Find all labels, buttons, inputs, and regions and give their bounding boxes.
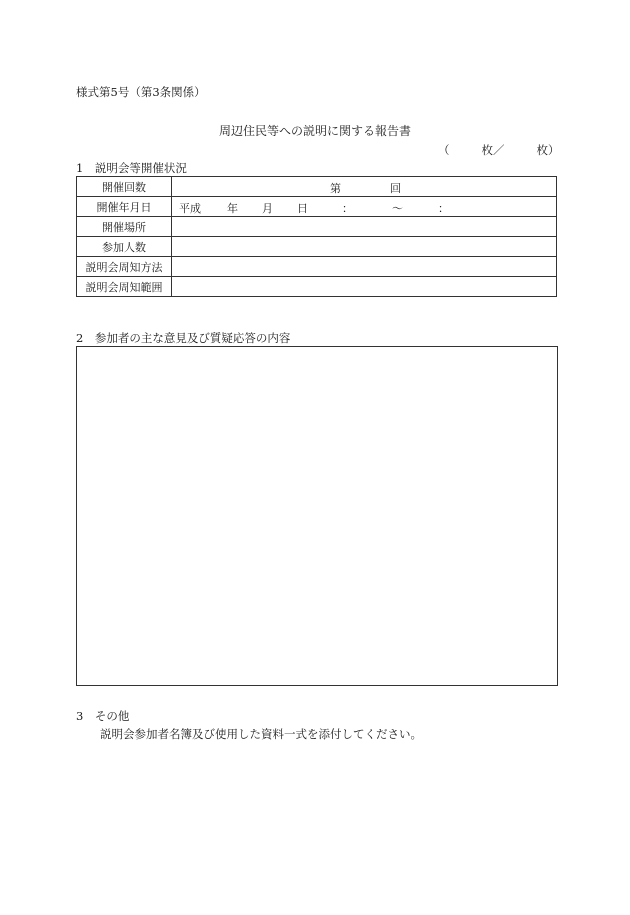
attendees-cell[interactable] — [172, 237, 557, 257]
table-row — [77, 257, 557, 277]
date-era: 平成 — [179, 202, 201, 215]
form-number: 様式第5号（第3条関係） — [76, 85, 206, 99]
row-label-attendees: 参加人数 — [77, 237, 172, 257]
section-1-heading: 1 説明会等開催状況 — [76, 161, 187, 175]
date-colon-1: ： — [342, 202, 353, 215]
attachment-note: 説明会参加者名簿及び使用した資料一式を添付してください。 — [100, 727, 422, 741]
notice-method-cell[interactable] — [172, 257, 557, 277]
date-cell[interactable] — [172, 197, 557, 217]
meeting-status-table — [76, 176, 557, 297]
row-label-notice-range: 説明会周知範囲 — [77, 277, 172, 297]
date-month: 月 — [262, 202, 273, 215]
date-tilde: 〜 — [392, 202, 403, 215]
sheet-count — [438, 142, 560, 158]
section-2-heading: 2 参加者の主な意見及び質疑応答の内容 — [76, 331, 291, 345]
count-cell[interactable] — [172, 177, 557, 197]
date-year: 年 — [227, 202, 238, 215]
section-3-heading: 3 その他 — [76, 709, 130, 723]
sheet-count-open: （ — [438, 143, 450, 157]
row-label-date: 開催年月日 — [77, 197, 172, 217]
document-title: 周辺住民等への説明に関する報告書 — [218, 124, 411, 138]
notice-range-cell[interactable] — [172, 277, 557, 297]
opinions-qa-box[interactable] — [76, 346, 558, 686]
table-row — [77, 237, 557, 257]
sheet-count-label-1: 枚／ — [481, 143, 505, 157]
row-label-notice-method: 説明会周知方法 — [77, 257, 172, 277]
row-label-count: 開催回数 — [77, 177, 172, 197]
date-day: 日 — [297, 202, 308, 215]
count-kai: 回 — [390, 182, 401, 195]
count-dai: 第 — [330, 182, 341, 195]
table-row — [77, 177, 557, 197]
table-row — [77, 197, 557, 217]
place-cell[interactable] — [172, 217, 557, 237]
table-row — [77, 217, 557, 237]
row-label-place: 開催場所 — [77, 217, 172, 237]
sheet-count-label-2: 枚） — [536, 143, 560, 157]
date-colon-2: ： — [438, 202, 449, 215]
table-row — [77, 277, 557, 297]
